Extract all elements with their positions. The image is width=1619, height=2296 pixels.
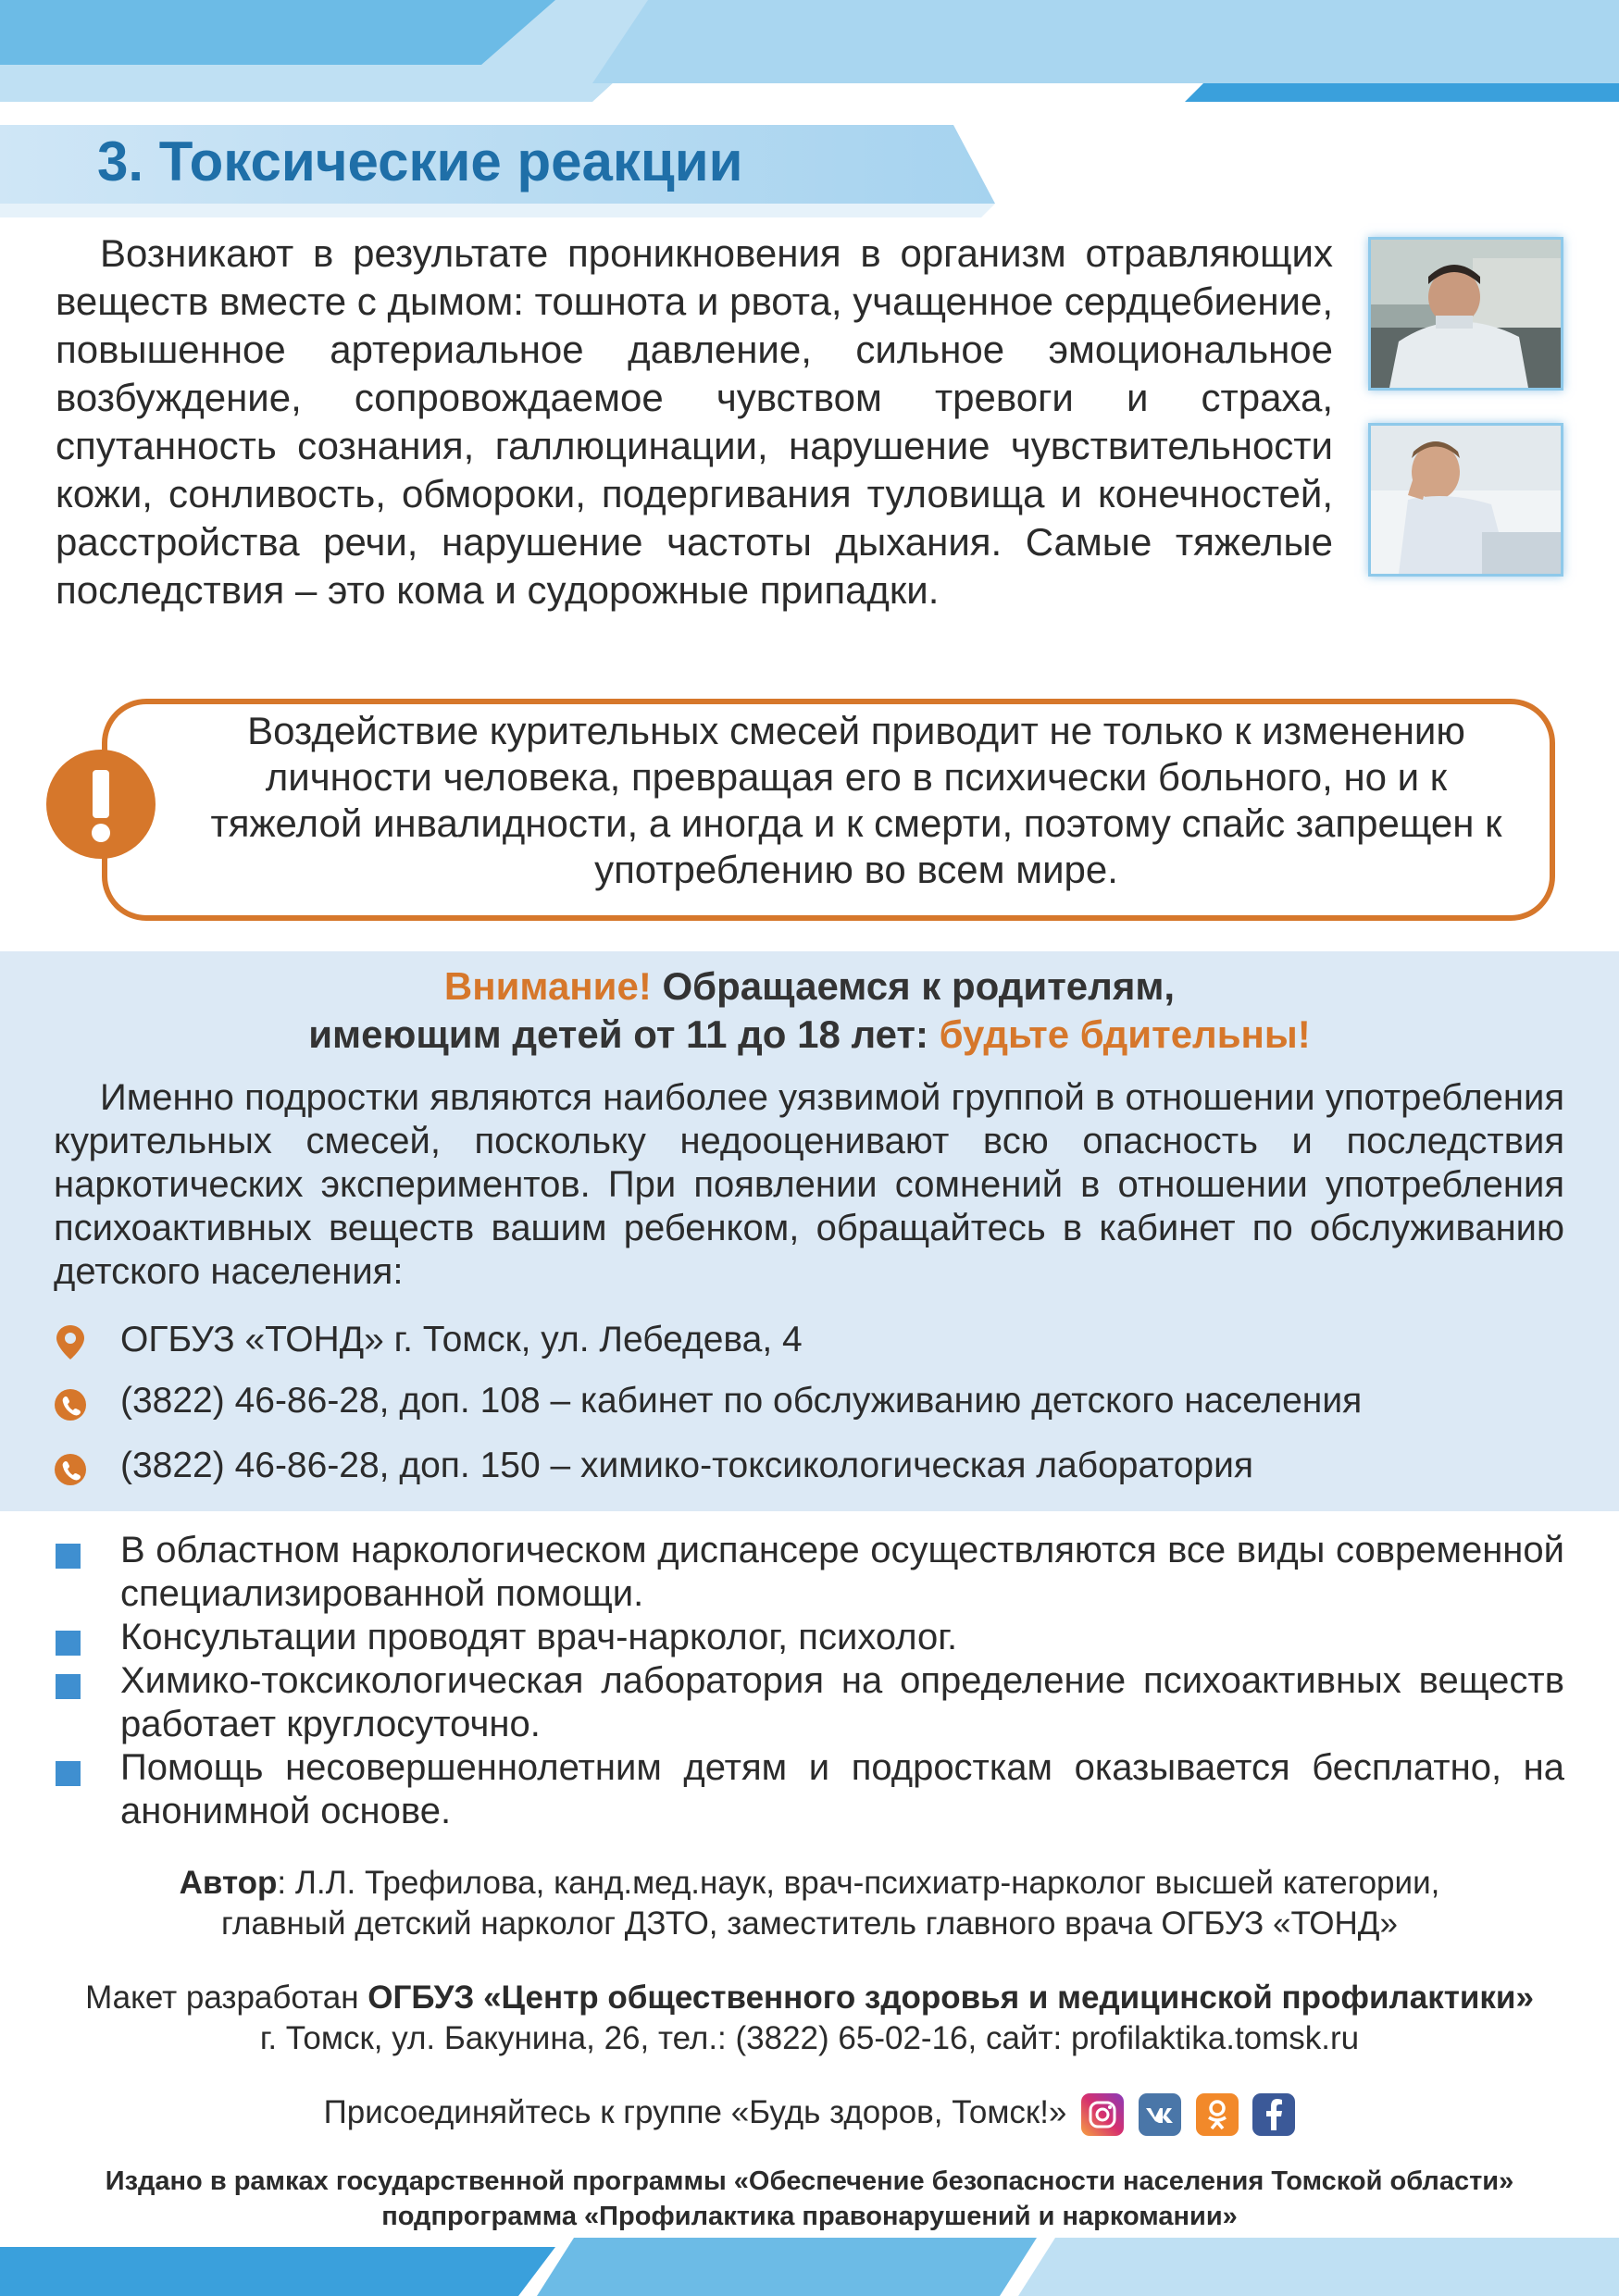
warning-text: Воздействие курительных смесей приводит не только к изменению личности человека, превращая его в психически больного, но и к тяжелой инвалидности, а иногда и к смерти, поэтому спайс запрещен к употреблению во всем мире. [210, 709, 1502, 891]
author-line2: главный детский нарколог ДЗТО, заместитель главного врача ОГБУЗ «ТОНД» [221, 1905, 1398, 1942]
list-item: Химико-токсикологическая лаборатория на определение психоактивных веществ работает круглосуточно. [54, 1659, 1564, 1746]
photo-tired-man [1368, 237, 1563, 391]
publication-line2: подпрограмма «Профилактика правонарушений и наркомании» [381, 2202, 1238, 2231]
top-decorative-stripes [0, 0, 1619, 102]
join-text: Присоединяйтесь к группе «Будь здоров, Томск!» [323, 2094, 1067, 2130]
author-credit [0, 1863, 1619, 1944]
phone-icon [54, 1384, 87, 1421]
author-line1: : Л.Л. Трефилова, канд.мед.наук, врач-психиатр-нарколог высшей категории, [277, 1865, 1440, 1901]
attention-heading [0, 962, 1619, 1059]
maket-org: ОГБУЗ «Центр общественного здоровья и медицинской профилактики» [367, 1980, 1534, 2016]
list-item: Помощь несовершеннолетним детям и подросткам оказывается бесплатно, на анонимной основе. [54, 1746, 1564, 1833]
teen-risk-paragraph: Именно подростки являются наиболее уязвимой группой в отношении употребления курительных смесей, поскольку недооценивают всю опасность и последствия наркотических экспериментов. При появлении сомнений в отношении употребления психоактивных веществ вашим ребенком, обращайтесь в кабинет по обслуживанию детского населения: [54, 1077, 1564, 1292]
author-label: Автор [179, 1865, 278, 1901]
publication-note [0, 2164, 1619, 2234]
phone-icon [54, 1449, 87, 1486]
exclamation-icon [46, 750, 156, 859]
contact-phone-lab-text: (3822) 46-86-28, доп. 150 – химико-токсикологическая лаборатория [120, 1446, 1253, 1485]
location-pin-icon [54, 1323, 87, 1360]
attention-highlight: будьте бдительны! [939, 1012, 1311, 1056]
section-title: 3. Токсические реакции [97, 130, 743, 192]
photo-man-holding-head [1368, 423, 1563, 577]
square-bullet-icon [56, 1544, 81, 1569]
facebook-icon[interactable] [1252, 2093, 1295, 2136]
list-item: Консультации проводят врач-нарколог, психолог. [54, 1616, 1564, 1659]
contact-address [54, 1318, 1572, 1362]
attention-line1: Обращаемся к родителям, [651, 964, 1176, 1008]
maket-prefix: Макет разработан [85, 1980, 368, 2016]
publication-line1: Издано в рамках государственной программы «Обеспечение безопасности населения Томской области» [105, 2166, 1514, 2196]
square-bullet-icon [56, 1674, 81, 1699]
contact-phone-child [54, 1379, 1572, 1423]
services-list [54, 1529, 1564, 1833]
attention-word: Внимание! [443, 964, 652, 1008]
contact-address-text: ОГБУЗ «ТОНД» г. Томск, ул. Лебедева, 4 [120, 1320, 803, 1359]
contact-phone-child-text: (3822) 46-86-28, доп. 108 – кабинет по обслуживанию детского населения [120, 1381, 1363, 1421]
square-bullet-icon [56, 1761, 81, 1786]
intro-paragraph: Возникают в результате проникновения в организм отравляющих веществ вместе с дымом: тошнота и рвота, учащенное сердцебиение, повышенное артериальное давление, сильное эмоциональное возбуждение, сопровождаемое чувством тревоги и страха, спутанность сознания, галлюцинации, нарушение чувствительности кожи, сонливость, обмороки, подергивания туловища и конечностей, расстройства речи, нарушение частоты дыхания. Самые тяжелые последствия – это кома и судорожные припадки. [56, 231, 1333, 612]
maket-address: г. Томск, ул. Бакунина, 26, тел.: (3822) 65-02-16, сайт: profilaktika.tomsk.ru [259, 2020, 1360, 2056]
odnoklassniki-icon[interactable] [1196, 2093, 1239, 2136]
attention-line2: имеющим детей от 11 до 18 лет: [308, 1012, 940, 1056]
list-item: В областном наркологическом диспансере осуществляются все виды современной специализированной помощи. [54, 1529, 1564, 1616]
contact-phone-lab [54, 1444, 1572, 1488]
bottom-decorative-stripes [0, 2238, 1619, 2296]
layout-credit [0, 1978, 1619, 2059]
join-group [0, 2090, 1619, 2136]
instagram-icon[interactable] [1081, 2093, 1124, 2136]
square-bullet-icon [56, 1631, 81, 1656]
vk-icon[interactable] [1139, 2093, 1181, 2136]
